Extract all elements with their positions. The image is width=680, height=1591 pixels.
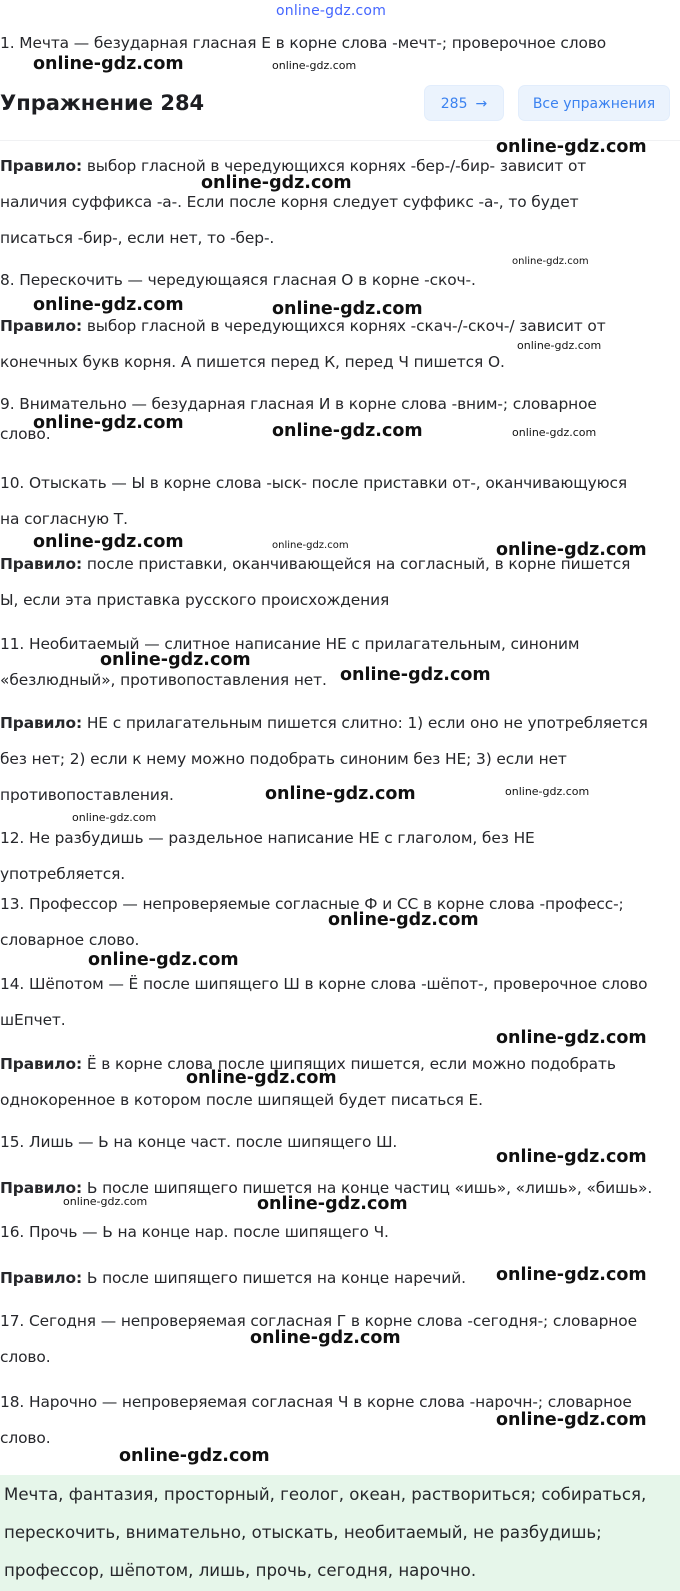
watermark: online-gdz.com: [257, 1194, 408, 1214]
rule-10: Правило: после приставки, оканчивающейся на согласный, в корне пишется Ы, если эта приставка русского происхождения: [0, 555, 631, 609]
watermark: online-gdz.com: [496, 1265, 647, 1285]
watermark: online-gdz.com: [512, 256, 589, 267]
rule-label: Правило: [0, 317, 76, 335]
site-watermark-top[interactable]: online-gdz.com: [276, 3, 387, 19]
watermark: online-gdz.com: [265, 784, 416, 804]
item-13: 13. Профессор — непроверяемые согласные Ф и СС в корне слова -професс-; словарное слово.: [0, 895, 624, 949]
watermark: online-gdz.com: [328, 910, 479, 930]
item-14: 14. Шёпотом — Ё после шипящего Ш в корне слова -шёпот-, проверочное слово шЕпчет.: [0, 975, 648, 1029]
rule-label: Правило: [0, 555, 76, 573]
rule-label: Правило: [0, 1269, 76, 1287]
rule-8: Правило: выбор гласной в чередующихся корнях -скач-/-скоч-/ зависит от конечных букв корня. А пишется перед К, перед Ч пишется О.: [0, 317, 606, 371]
watermark: online-gdz.com: [496, 1147, 647, 1167]
all-exercises-button[interactable]: Все упражнения: [518, 85, 670, 121]
arrow-right-icon: →: [475, 96, 488, 112]
rule-label: Правило: [0, 714, 76, 732]
page-title: Упражнение 284: [0, 91, 205, 115]
watermark: online-gdz.com: [505, 785, 590, 798]
rule-label: Правило: [0, 1055, 76, 1073]
next-exercise-button[interactable]: [424, 85, 504, 121]
rule-15: Правило: Ь после шипящего пишется на конце частиц «ишь», «лишь», «бишь».: [0, 1179, 653, 1197]
item-11: 11. Необитаемый — слитное написание НЕ с прилагательным, синоним «безлюдный», противопоставления нет.: [0, 635, 580, 689]
item-15: 15. Лишь — Ь на конце част. после шипящего Ш.: [0, 1133, 398, 1151]
watermark: online-gdz.com: [186, 1068, 337, 1088]
watermark: online-gdz.com: [496, 1028, 647, 1048]
item-18: 18. Нарочно — непроверяемая согласная Ч в корне слова -нарочн-; словарное слово.: [0, 1393, 632, 1447]
watermark: online-gdz.com: [201, 173, 352, 193]
watermark: online-gdz.com: [33, 295, 184, 315]
rule-16: Правило: Ь после шипящего пишется на конце наречий.: [0, 1269, 466, 1287]
next-exercise-label: 285: [440, 96, 468, 112]
answer-text: Мечта, фантазия, просторный, геолог, океан, раствориться; собираться, перескочить, внимательно, отыскать, необитаемый, не разбудишь; профессор, шёпотом, лишь, прочь, сегодня, нарочно.: [4, 1485, 647, 1580]
watermark: online-gdz.com: [33, 54, 184, 74]
watermark: online-gdz.com: [33, 413, 184, 433]
item-12: 12. Не разбудишь — раздельное написание НЕ с глаголом, без НЕ употребляется.: [0, 829, 535, 883]
watermark: online-gdz.com: [272, 421, 423, 441]
watermark: online-gdz.com: [512, 426, 597, 439]
item-10: 10. Отыскать — Ы в корне слова -ыск- после приставки от-, оканчивающуюся на согласную Т.: [0, 474, 628, 528]
rule-label: Правило: [0, 157, 76, 175]
watermark: online-gdz.com: [33, 532, 184, 552]
watermark: online-gdz.com: [63, 1195, 148, 1208]
item-16: 16. Прочь — Ь на конце нар. после шипящего Ч.: [0, 1223, 389, 1241]
item-9: 9. Внимательно — безударная гласная И в корне слова -вним-; словарное слово.: [0, 395, 597, 443]
watermark: online-gdz.com: [119, 1446, 270, 1466]
item-8: 8. Перескочить — чередующаяся гласная О в корне -скоч-.: [0, 271, 476, 289]
item-17: 17. Сегодня — непроверяемая согласная Г в корне слова -сегодня-; словарное слово.: [0, 1312, 637, 1366]
watermark: online-gdz.com: [517, 339, 602, 352]
rule-7: Правило: выбор гласной в чередующихся корнях -бер-/-бир- зависит от наличия суффикса -а-. Если после корня следует суффикс -а-, то будет писаться -бир-, если нет, то -бер-.: [0, 157, 587, 247]
watermark: online-gdz.com: [272, 299, 423, 319]
watermark: online-gdz.com: [72, 811, 157, 824]
item-1-line: 1. Мечта — безударная гласная Е в корне слова -мечт-; проверочное слово: [0, 34, 607, 52]
watermark: online-gdz.com: [100, 650, 251, 670]
watermark: online-gdz.com: [496, 1410, 647, 1430]
rule-11: Правило: НЕ с прилагательным пишется слитно: 1) если оно не употребляется без нет; 2) если к нему можно подобрать синоним без НЕ; 3) если нет противопоставления.: [0, 714, 648, 804]
watermark: online-gdz.com: [340, 665, 491, 685]
watermark: online-gdz.com: [250, 1328, 401, 1348]
watermark: online-gdz.com: [272, 540, 349, 551]
rule-label: Правило: [0, 1179, 76, 1197]
watermark: online-gdz.com: [496, 540, 647, 560]
watermark: online-gdz.com: [496, 137, 647, 157]
watermark: online-gdz.com: [88, 950, 239, 970]
watermark: online-gdz.com: [272, 59, 357, 72]
rule-14: Правило: Ё в корне слова после шипящих пишется, если можно подобрать однокоренное в котором после шипящей будет писаться Е.: [0, 1055, 616, 1109]
